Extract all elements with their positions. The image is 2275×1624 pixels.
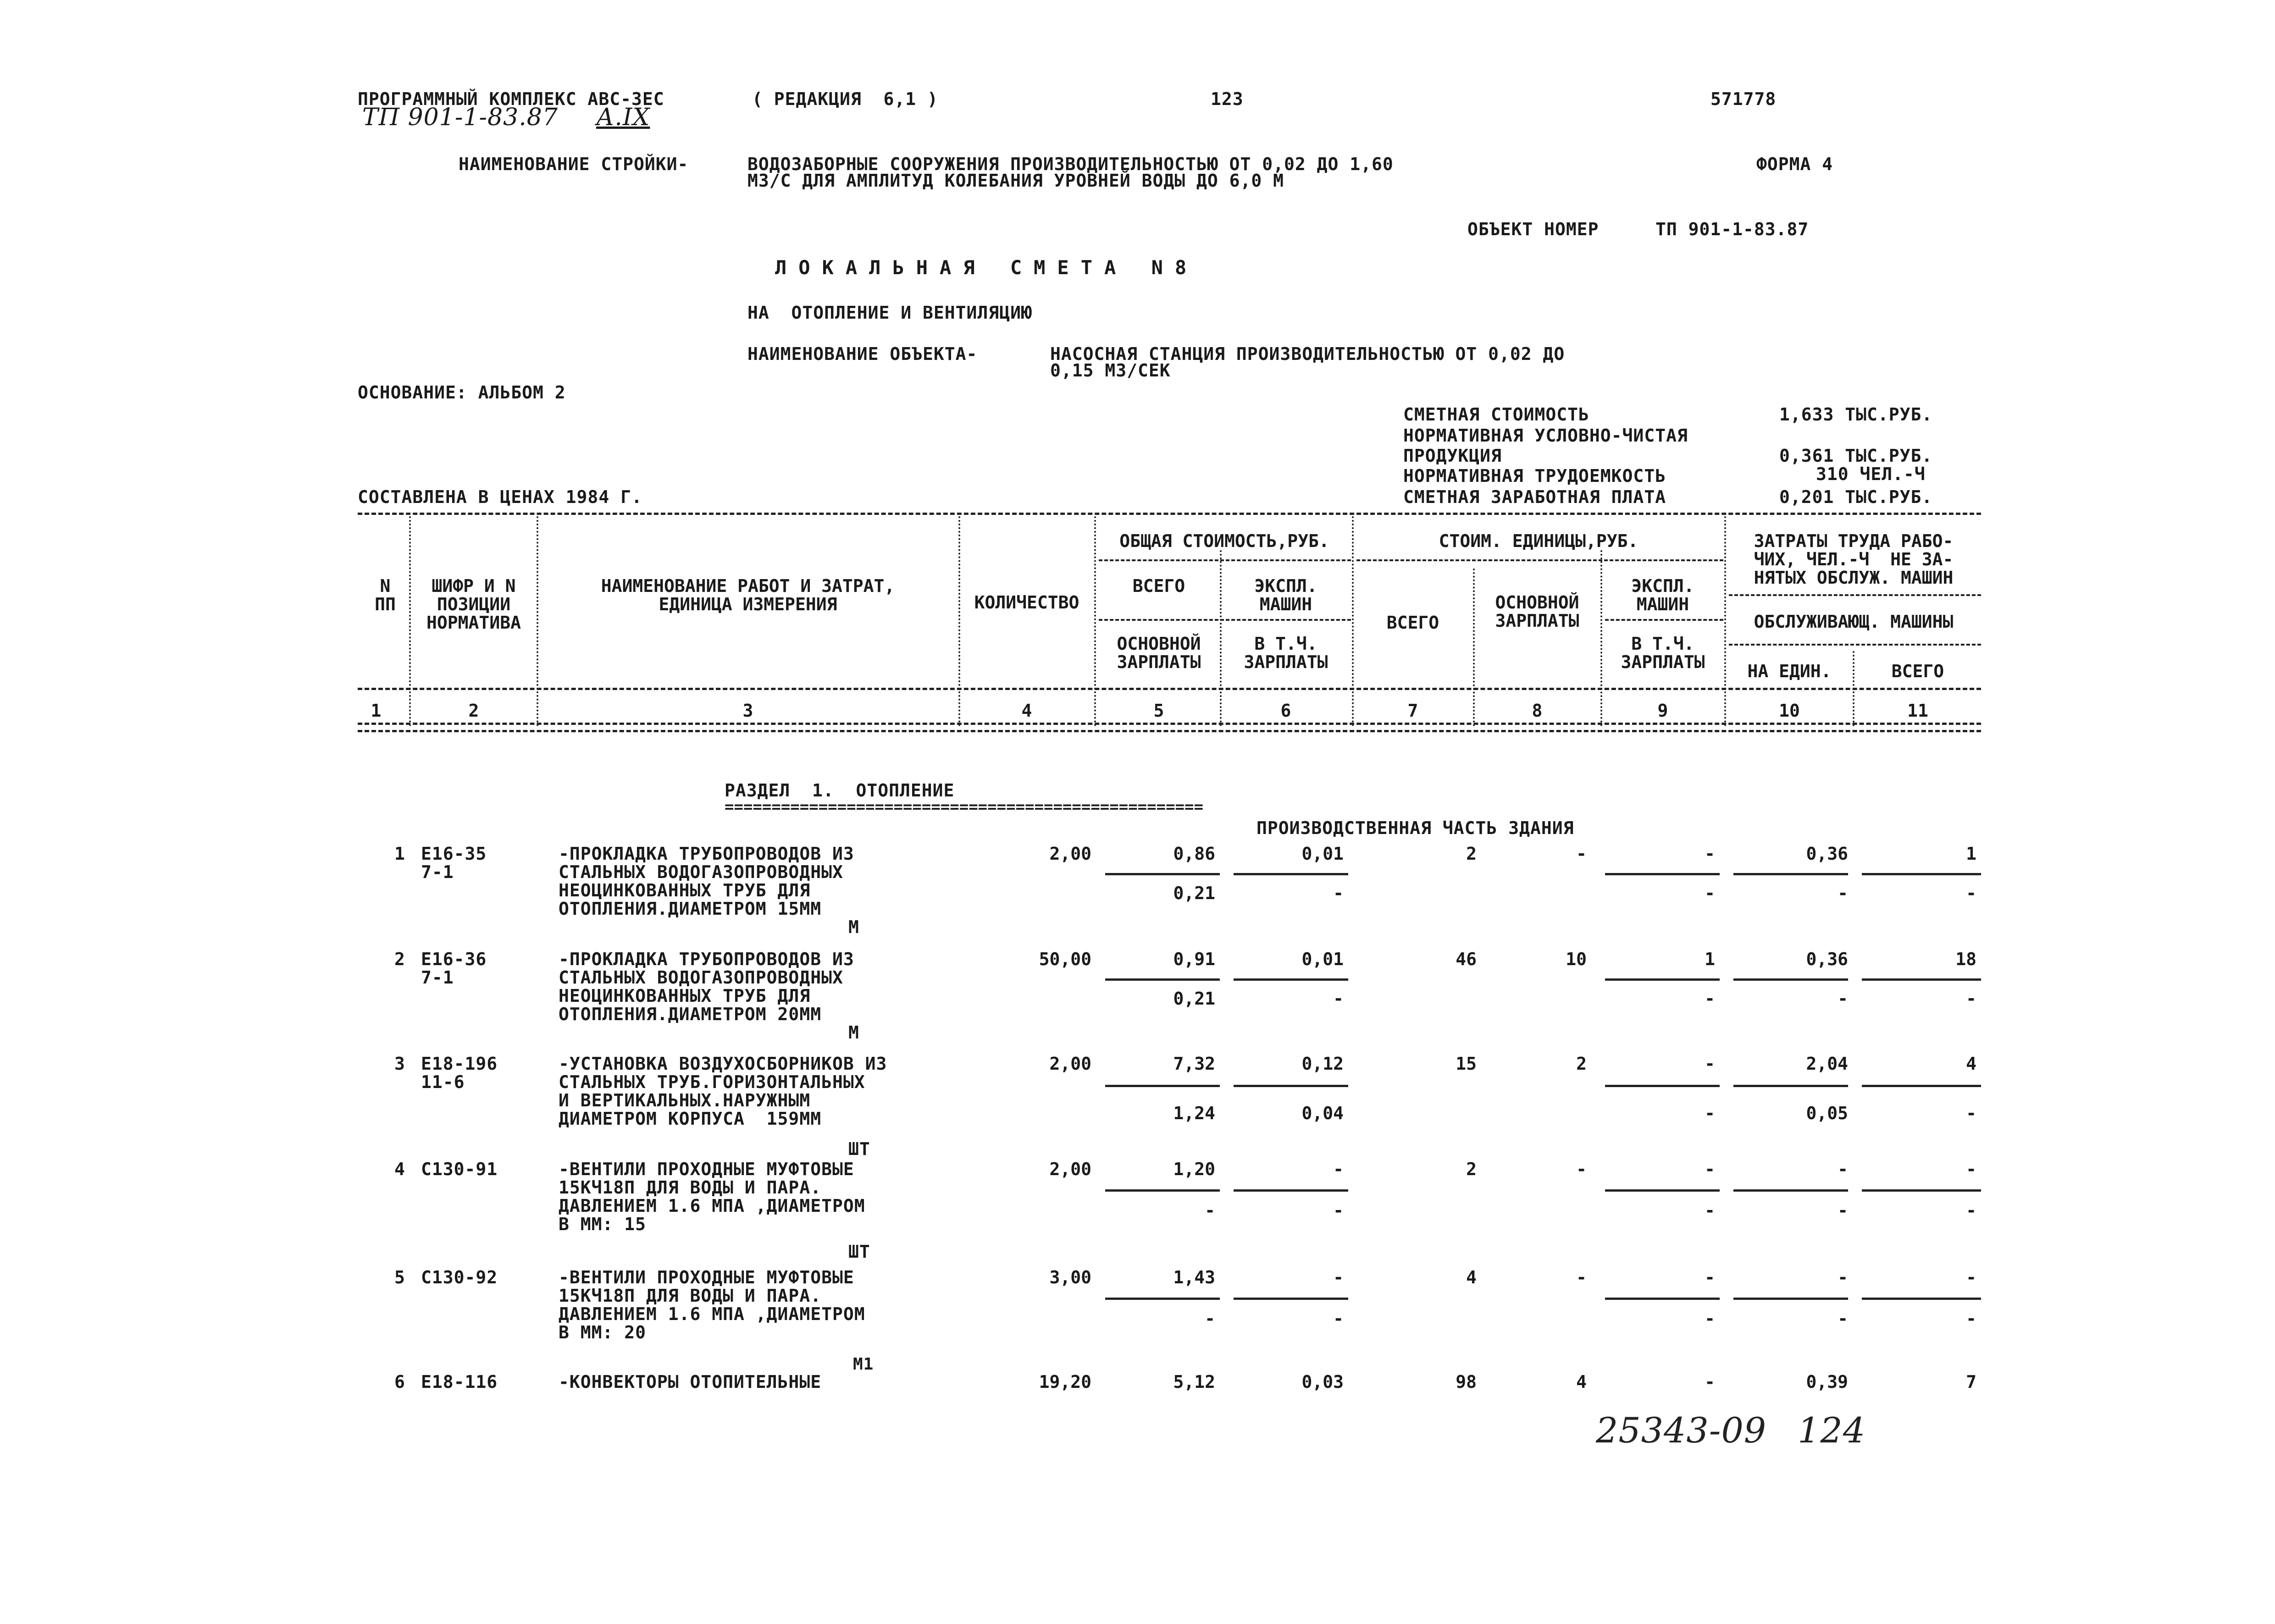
header-col-code: ШИФР И N ПОЗИЦИИ НОРМАТИВА xyxy=(426,576,521,633)
header-col-n: N ПП xyxy=(375,576,396,614)
summary-label: СМЕТНАЯ СТОИМОСТЬ xyxy=(1403,404,1589,425)
row-labor-unit-2: 0,05 xyxy=(1806,1103,1848,1123)
row-unit-mach: 0,01 xyxy=(1301,844,1344,864)
row-labor-total-2: - xyxy=(1966,1200,1976,1221)
cell-rule xyxy=(1605,1085,1720,1087)
handwritten-code: 25343-09 xyxy=(1596,1410,1767,1451)
header-unit-incl: В Т.Ч. ЗАРПЛАТЫ xyxy=(1244,634,1328,672)
cell-rule xyxy=(1605,873,1720,875)
row-unit-mach: 0,01 xyxy=(1301,949,1344,969)
tp-handwritten: ТП 901-1-83.87 xyxy=(362,104,558,131)
cell-rule xyxy=(1234,873,1348,875)
row-total-incl: - xyxy=(1705,883,1715,903)
row-unit-incl: 0,04 xyxy=(1301,1103,1344,1123)
cell-rule xyxy=(1105,1189,1220,1192)
row-unit-total: 7,32 xyxy=(1173,1054,1215,1074)
row-unit: М1 xyxy=(853,1355,874,1374)
col-number: 11 xyxy=(1907,701,1928,721)
row-total-incl: - xyxy=(1705,1309,1715,1329)
row-unit-mach: - xyxy=(1333,1267,1344,1287)
header-unit-total: ВСЕГО xyxy=(1132,576,1185,596)
header-total-cost: СТОИМ. ЕДИНИЦЫ,РУБ. xyxy=(1439,531,1638,551)
table-top-rule xyxy=(358,513,1981,515)
row-labor-total: 18 xyxy=(1955,949,1976,969)
header-labor: ЗАТРАТЫ ТРУДА РАБО- ЧИХ, ЧЕЛ.-Ч НЕ ЗА- НЯТЫХ ОБСЛУЖ. МАШИН xyxy=(1754,531,1954,588)
col-number: 9 xyxy=(1657,701,1668,721)
total-cost-subrule xyxy=(1356,559,1723,561)
cell-rule xyxy=(1733,873,1848,875)
row-total-mach: - xyxy=(1705,1267,1715,1287)
row-number: 5 xyxy=(394,1267,405,1287)
construction-label: НАИМЕНОВАНИЕ СТРОЙКИ- xyxy=(459,154,689,174)
row-unit: ШТ xyxy=(848,1139,870,1159)
row-unit-total: 0,91 xyxy=(1173,949,1215,969)
object-name-line-1: НАСОСНАЯ СТАНЦИЯ ПРОИЗВОДИТЕЛЬНОСТЬЮ ОТ 0,02 ДО xyxy=(1050,344,1565,364)
row-total-all: 46 xyxy=(1456,949,1477,969)
header-labor-service: ОБСЛУЖИВАЮЩ. МАШИНЫ xyxy=(1754,612,1954,632)
cell-rule xyxy=(1733,1298,1848,1300)
row-code: Е18-196 11-6 xyxy=(421,1054,498,1092)
row-total-mach: - xyxy=(1705,1372,1715,1392)
row-labor-unit: 0,36 xyxy=(1806,844,1848,864)
col-separator xyxy=(1094,516,1096,726)
row-name: -ВЕНТИЛИ ПРОХОДНЫЕ МУФТОВЫЕ 15КЧ18П ДЛЯ ВОДЫ И ПАРА. ДАВЛЕНИЕМ 1.6 МПА ,ДИАМЕТРОМ В ММ: 15 xyxy=(559,1159,865,1234)
section-underline: =================================================== xyxy=(725,798,1203,816)
col-number: 6 xyxy=(1280,701,1291,721)
row-unit-incl: - xyxy=(1333,1200,1344,1221)
row-qty: 19,20 xyxy=(1039,1372,1091,1392)
cell-rule xyxy=(1605,978,1720,981)
row-total-all: 2 xyxy=(1466,844,1477,864)
col-number: 1 xyxy=(371,701,382,721)
col-number: 5 xyxy=(1153,701,1164,721)
row-code: Е16-36 7-1 xyxy=(421,949,487,988)
header-total-mach: ЭКСПЛ. МАШИН xyxy=(1631,576,1694,614)
cell-rule xyxy=(1862,1189,1981,1192)
cell-rule xyxy=(1105,1298,1220,1300)
summary-value: 0,361 ТЫС.РУБ. xyxy=(1779,446,1933,466)
row-qty: 2,00 xyxy=(1049,1159,1091,1179)
page-subtitle: НА ОТОПЛЕНИЕ И ВЕНТИЛЯЦИЮ xyxy=(747,303,1032,323)
price-basis: СОСТАВЛЕНА В ЦЕНАХ 1984 Г. xyxy=(358,487,642,507)
row-total-wage: - xyxy=(1576,1267,1587,1287)
row-unit-incl: - xyxy=(1333,1309,1344,1329)
row-total-wage: - xyxy=(1576,1159,1587,1179)
row-number: 4 xyxy=(394,1159,405,1179)
row-unit-total: 0,86 xyxy=(1173,844,1215,864)
row-code: С130-92 xyxy=(421,1267,498,1287)
album-handwritten: А.IX xyxy=(596,104,650,131)
col-number: 3 xyxy=(742,701,753,721)
row-code: С130-91 xyxy=(421,1159,498,1179)
cell-rule xyxy=(1234,978,1348,981)
header-labor-total: ВСЕГО xyxy=(1891,661,1944,681)
row-unit-total: 1,20 xyxy=(1173,1159,1215,1179)
row-labor-unit-2: - xyxy=(1838,989,1848,1009)
col-number: 10 xyxy=(1779,701,1800,721)
summary-label: СМЕТНАЯ ЗАРАБОТНАЯ ПЛАТА xyxy=(1403,487,1666,507)
summary-label: НОРМАТИВНАЯ ТРУДОЕМКОСТЬ xyxy=(1403,466,1666,486)
row-unit: М xyxy=(848,917,859,937)
cell-rule xyxy=(1605,1298,1720,1300)
row-unit-mach: 0,03 xyxy=(1301,1372,1344,1392)
row-code: Е16-35 7-1 xyxy=(421,844,487,882)
table-numbers-rule-2 xyxy=(358,730,1981,732)
header-unit-mach: ЭКСПЛ. МАШИН xyxy=(1254,576,1317,614)
row-labor-total: 7 xyxy=(1966,1372,1976,1392)
header-col-name: НАИМЕНОВАНИЕ РАБОТ И ЗАТРАТ, ЕДИНИЦА ИЗМЕРЕНИЯ xyxy=(601,576,895,614)
col-number: 2 xyxy=(468,701,479,721)
row-unit-mach: - xyxy=(1333,1159,1344,1179)
cell-rule xyxy=(1105,978,1220,981)
cell-rule xyxy=(1733,1189,1848,1192)
object-number-label: ОБЪЕКТ НОМЕР xyxy=(1467,219,1599,239)
construction-line-1: ВОДОЗАБОРНЫЕ СООРУЖЕНИЯ ПРОИЗВОДИТЕЛЬНОСТЬЮ ОТ 0,02 ДО 1,60 xyxy=(747,154,1394,174)
row-labor-unit-2: - xyxy=(1838,883,1848,903)
labor-subrule xyxy=(1729,594,1981,596)
table-header-rule xyxy=(358,688,1981,690)
row-labor-total-2: - xyxy=(1966,883,1976,903)
row-name: -ПРОКЛАДКА ТРУБОПРОВОДОВ ИЗ СТАЛЬНЫХ ВОДОГАЗОПРОВОДНЫХ НЕОЦИНКОВАННЫХ ТРУБ ДЛЯ ОТОПЛЕНИЯ.ДИАМЕТРОМ 15ММ xyxy=(559,844,854,919)
header-total-wage: ОСНОВНОЙ ЗАРПЛАТЫ xyxy=(1495,592,1579,631)
row-labor-unit: 2,04 xyxy=(1806,1054,1848,1074)
row-name: -ПРОКЛАДКА ТРУБОПРОВОДОВ ИЗ СТАЛЬНЫХ ВОДОГАЗОПРОВОДНЫХ НЕОЦИНКОВАННЫХ ТРУБ ДЛЯ ОТОПЛЕНИЯ.ДИАМЕТРОМ 20ММ xyxy=(559,949,854,1024)
row-unit-total: 1,43 xyxy=(1173,1267,1215,1287)
col-separator xyxy=(537,516,538,726)
row-labor-total-2: - xyxy=(1966,1309,1976,1329)
row-unit-incl: - xyxy=(1333,989,1344,1009)
row-total-incl: - xyxy=(1705,1103,1715,1123)
row-labor-unit: 0,36 xyxy=(1806,949,1848,969)
section-subtitle: ПРОИЗВОДСТВЕННАЯ ЧАСТЬ ЗДАНИЯ xyxy=(1257,818,1574,838)
row-number: 3 xyxy=(394,1054,405,1074)
row-unit-wage: 0,21 xyxy=(1173,883,1215,903)
row-unit-mach: 0,12 xyxy=(1301,1054,1344,1074)
row-number: 2 xyxy=(394,949,405,969)
row-labor-total-2: - xyxy=(1966,1103,1976,1123)
row-total-mach: - xyxy=(1705,844,1715,864)
row-total-all: 15 xyxy=(1456,1054,1477,1074)
header-total-all: ВСЕГО xyxy=(1386,613,1439,633)
row-qty: 3,00 xyxy=(1049,1267,1091,1287)
summary-label: ПРОДУКЦИЯ xyxy=(1403,446,1502,466)
cell-rule xyxy=(1862,1298,1981,1300)
row-labor-total: 1 xyxy=(1966,844,1976,864)
row-labor-total: - xyxy=(1966,1267,1976,1287)
row-code: Е18-116 xyxy=(421,1372,498,1392)
table-numbers-rule xyxy=(358,723,1981,725)
row-unit: М xyxy=(848,1022,859,1043)
cell-rule xyxy=(1862,873,1981,875)
header-col-qty: КОЛИЧЕСТВО xyxy=(974,592,1079,613)
row-total-all: 4 xyxy=(1466,1267,1477,1287)
cell-rule xyxy=(1733,978,1848,981)
row-total-incl: - xyxy=(1705,1200,1715,1221)
summary-value: 1,633 ТЫС.РУБ. xyxy=(1779,404,1933,425)
summary-label: НОРМАТИВНАЯ УСЛОВНО-ЧИСТАЯ xyxy=(1403,425,1688,446)
row-total-wage: - xyxy=(1576,844,1587,864)
object-name-label: НАИМЕНОВАНИЕ ОБЪЕКТА- xyxy=(747,344,978,364)
row-labor-total: 4 xyxy=(1966,1054,1976,1074)
row-total-all: 98 xyxy=(1456,1372,1477,1392)
page-title: ЛОКАЛЬНАЯ СМЕТА N8 xyxy=(775,256,1199,279)
cell-rule xyxy=(1862,1085,1981,1087)
document-code: 571778 xyxy=(1710,89,1777,109)
row-qty: 2,00 xyxy=(1049,844,1091,864)
cell-rule xyxy=(1733,1085,1848,1087)
row-labor-unit: - xyxy=(1838,1159,1848,1179)
page-number: 123 xyxy=(1211,89,1244,109)
row-name: -УСТАНОВКА ВОЗДУХОСБОРНИКОВ ИЗ СТАЛЬНЫХ ТРУБ.ГОРИЗОНТАЛЬНЫХ И ВЕРТИКАЛЬНЫХ.НАРУЖНЫМ ДИАМЕТРОМ КОРПУСА 159ММ xyxy=(559,1054,887,1129)
col-number: 8 xyxy=(1532,701,1543,721)
row-unit-wage: - xyxy=(1205,1309,1215,1329)
cell-rule xyxy=(1605,1189,1720,1192)
header-labor-unit: НА ЕДИН. xyxy=(1747,661,1832,681)
row-total-incl: - xyxy=(1705,989,1715,1009)
cell-rule xyxy=(1234,1189,1348,1192)
row-unit-wage: 0,21 xyxy=(1173,989,1215,1009)
cell-rule xyxy=(1862,978,1981,981)
row-labor-total-2: - xyxy=(1966,989,1976,1009)
edition: ( РЕДАКЦИЯ 6,1 ) xyxy=(752,89,938,109)
construction-line-2: М3/С ДЛЯ АМПЛИТУД КОЛЕБАНИЯ УРОВНЕЙ ВОДЫ ДО 6,0 М xyxy=(747,171,1284,191)
object-number-value: ТП 901-1-83.87 xyxy=(1655,219,1809,239)
row-total-all: 2 xyxy=(1466,1159,1477,1179)
summary-value: 0,201 ТЫС.РУБ. xyxy=(1779,487,1933,507)
row-unit-incl: - xyxy=(1333,883,1344,903)
row-unit-wage: - xyxy=(1205,1200,1215,1221)
col-number: 7 xyxy=(1407,701,1418,721)
object-name-line-2: 0,15 М3/СЕК xyxy=(1050,360,1171,381)
labor-subrule-2 xyxy=(1729,644,1981,646)
row-qty: 2,00 xyxy=(1049,1054,1091,1074)
section-title: РАЗДЕЛ 1. ОТОПЛЕНИЕ xyxy=(725,780,955,801)
col-number: 4 xyxy=(1021,701,1032,721)
unit-cost-subrule xyxy=(1099,559,1351,561)
summary-value: 310 ЧЕЛ.-Ч xyxy=(1816,464,1926,484)
program-name: ПРОГРАММНЫЙ КОМПЛЕКС АВС-3ЕС xyxy=(358,89,664,109)
row-total-wage: 2 xyxy=(1576,1054,1587,1074)
cell-rule xyxy=(1234,1085,1348,1087)
row-total-wage: 10 xyxy=(1566,949,1587,969)
cell-rule xyxy=(1234,1298,1348,1300)
header-total-incl: В Т.Ч. ЗАРПЛАТЫ xyxy=(1621,634,1705,672)
row-name: -ВЕНТИЛИ ПРОХОДНЫЕ МУФТОВЫЕ 15КЧ18П ДЛЯ ВОДЫ И ПАРА. ДАВЛЕНИЕМ 1.6 МПА ,ДИАМЕТРОМ В ММ: 20 xyxy=(559,1267,865,1342)
row-total-mach: - xyxy=(1705,1054,1715,1074)
basis: ОСНОВАНИЕ: АЛЬБОМ 2 xyxy=(358,382,566,403)
cell-rule xyxy=(1105,1085,1220,1087)
total-mach-subrule xyxy=(1605,619,1723,621)
handwritten-page: 124 xyxy=(1798,1410,1866,1451)
row-unit-wage: 1,24 xyxy=(1173,1103,1215,1123)
row-labor-unit-2: - xyxy=(1838,1309,1848,1329)
row-unit: ШТ xyxy=(848,1242,870,1262)
row-unit-total: 5,12 xyxy=(1173,1372,1215,1392)
row-number: 1 xyxy=(394,844,405,864)
unit-cost-subrule-2 xyxy=(1099,619,1351,621)
row-total-wage: 4 xyxy=(1576,1372,1587,1392)
col-separator xyxy=(409,516,411,726)
row-number: 6 xyxy=(394,1372,405,1392)
header-unit-cost: ОБЩАЯ СТОИМОСТЬ,РУБ. xyxy=(1119,531,1329,551)
row-labor-unit: 0,39 xyxy=(1806,1372,1848,1392)
row-total-mach: 1 xyxy=(1705,949,1715,969)
form-label: ФОРМА 4 xyxy=(1756,154,1833,174)
row-qty: 50,00 xyxy=(1039,949,1091,969)
row-name: -КОНВЕКТОРЫ ОТОПИТЕЛЬНЫЕ xyxy=(559,1372,822,1392)
cell-rule xyxy=(1105,873,1220,875)
col-separator xyxy=(958,516,960,726)
header-unit-wage: ОСНОВНОЙ ЗАРПЛАТЫ xyxy=(1117,634,1201,672)
row-total-mach: - xyxy=(1705,1159,1715,1179)
row-labor-total: - xyxy=(1966,1159,1976,1179)
row-labor-unit: - xyxy=(1838,1267,1848,1287)
row-labor-unit-2: - xyxy=(1838,1200,1848,1221)
